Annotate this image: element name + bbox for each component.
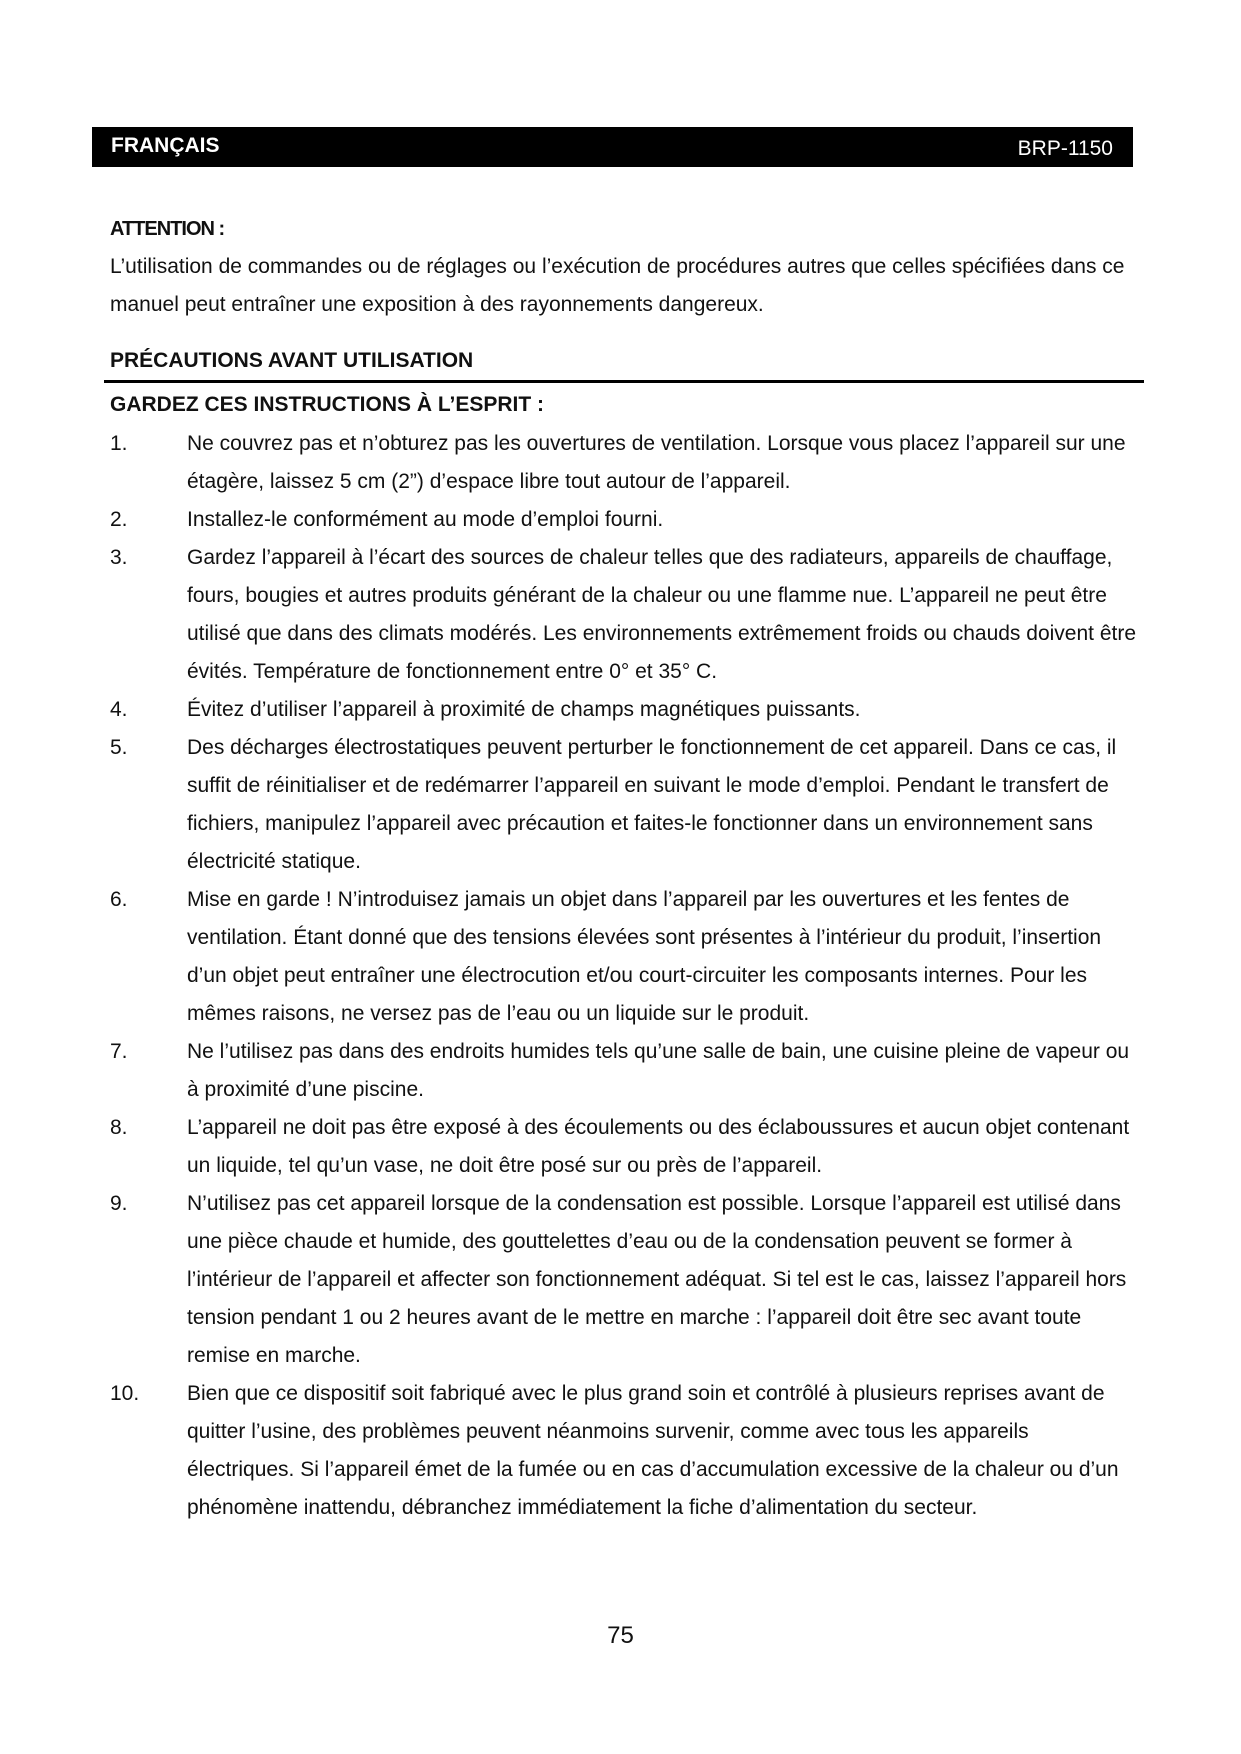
warning-text: L’utilisation de commandes ou de réglages ou l’exécution de procédures autres que celles spécifiées dans ce manuel peut entraîner une exposition à des rayonnements dangereux. (110, 255, 1125, 316)
list-item (110, 729, 1140, 881)
list-item (110, 501, 1140, 539)
header-model-number: BRP-1150 (1017, 137, 1113, 160)
list-item-number: 9. (110, 1192, 128, 1215)
section-divider (104, 380, 1144, 383)
list-item-text: Bien que ce dispositif soit fabriqué avec le plus grand soin et contrôlé à plusieurs reprises avant de quitter l’usine, des problèmes peuvent néanmoins survenir, comme avec tous les appareils électriques. Si l’appareil émet de la fumée ou en cas d’accumulation excessive de la chaleur ou d’un phénomène inattendu, débranchez immédiatement la fiche d’alimentation du secteur. (187, 1382, 1119, 1519)
list-item-number: 3. (110, 546, 128, 569)
list-item-number: 6. (110, 888, 128, 911)
list-item-text: Évitez d’utiliser l’appareil à proximité de champs magnétiques puissants. (187, 698, 861, 721)
list-item-text: Mise en garde ! N’introduisez jamais un objet dans l’appareil par les ouvertures et les fentes de ventilation. Étant donné que des tensions élevées sont présentes à l’intérieur du produit, l’insertion d’un objet peut entraîner une électrocution et/ou court-circuiter les composants internes. Pour les mêmes raisons, ne versez pas de l’eau ou un liquide sur le produit. (187, 888, 1102, 1025)
list-item-number: 2. (110, 508, 128, 531)
section-subtitle: GARDEZ CES INSTRUCTIONS À L’ESPRIT : (110, 393, 545, 416)
section-title: PRÉCAUTIONS AVANT UTILISATION (110, 349, 474, 372)
page-number: 75 (607, 1622, 634, 1649)
list-item-text: N’utilisez pas cet appareil lorsque de la condensation est possible. Lorsque l’appareil est utilisé dans une pièce chaude et humide, des gouttelettes d’eau ou de la condensation peuvent se former à l’intérieur de l’appareil et affecter son fonctionnement adéquat. Si tel est le cas, laissez l’appareil hors tension pendant 1 ou 2 heures avant de le mettre en marche : l’appareil doit être sec avant toute remise en marche. (187, 1192, 1127, 1367)
list-item (110, 539, 1140, 691)
list-item (110, 425, 1140, 501)
list-item (110, 691, 1140, 729)
list-item-text: Ne couvrez pas et n’obturez pas les ouvertures de ventilation. Lorsque vous placez l’appareil sur une étagère, laissez 5 cm (2”) d’espace libre tout autour de l’appareil. (187, 432, 1126, 493)
list-item (110, 1033, 1140, 1109)
list-item-number: 7. (110, 1040, 128, 1063)
header-bar (92, 127, 1133, 167)
header-language: FRANÇAIS (111, 134, 220, 157)
list-item-number: 8. (110, 1116, 128, 1139)
list-item-number: 4. (110, 698, 128, 721)
list-item (110, 1375, 1140, 1527)
list-item (110, 1109, 1140, 1185)
list-item-text: Gardez l’appareil à l’écart des sources de chaleur telles que des radiateurs, appareils de chauffage, fours, bougies et autres produits générant de la chaleur ou une flamme nue. L’appareil ne peut être utilisé que dans des climats modérés. Les environnements extrêmement froids ou chauds doivent être évités. Température de fonctionnement entre 0° et 35° C. (187, 546, 1136, 683)
list-item-text: Ne l’utilisez pas dans des endroits humides tels qu’une salle de bain, une cuisine pleine de vapeur ou à proximité d’une piscine. (187, 1040, 1130, 1101)
page-content (110, 210, 1140, 1527)
list-item-text: Installez-le conformément au mode d’emploi fourni. (187, 508, 664, 531)
list-item-number: 1. (110, 432, 128, 455)
precaution-list (110, 425, 1140, 1527)
list-item (110, 881, 1140, 1033)
list-item-text: L’appareil ne doit pas être exposé à des écoulements ou des éclaboussures et aucun objet contenant un liquide, tel qu’un vase, ne doit être posé sur ou près de l’appareil. (187, 1116, 1130, 1177)
list-item-number: 5. (110, 736, 128, 759)
list-item-text: Des décharges électrostatiques peuvent perturber le fonctionnement de cet appareil. Dans ce cas, il suffit de réinitialiser et de redémarrer l’appareil en suivant le mode d’emploi. Pendant le transfert de fichiers, manipulez l’appareil avec précaution et faites-le fonctionner dans un environnement sans électricité statique. (187, 736, 1117, 873)
list-item-number: 10. (110, 1382, 140, 1405)
list-item (110, 1185, 1140, 1375)
warning-title: ATTENTION : (110, 218, 225, 240)
